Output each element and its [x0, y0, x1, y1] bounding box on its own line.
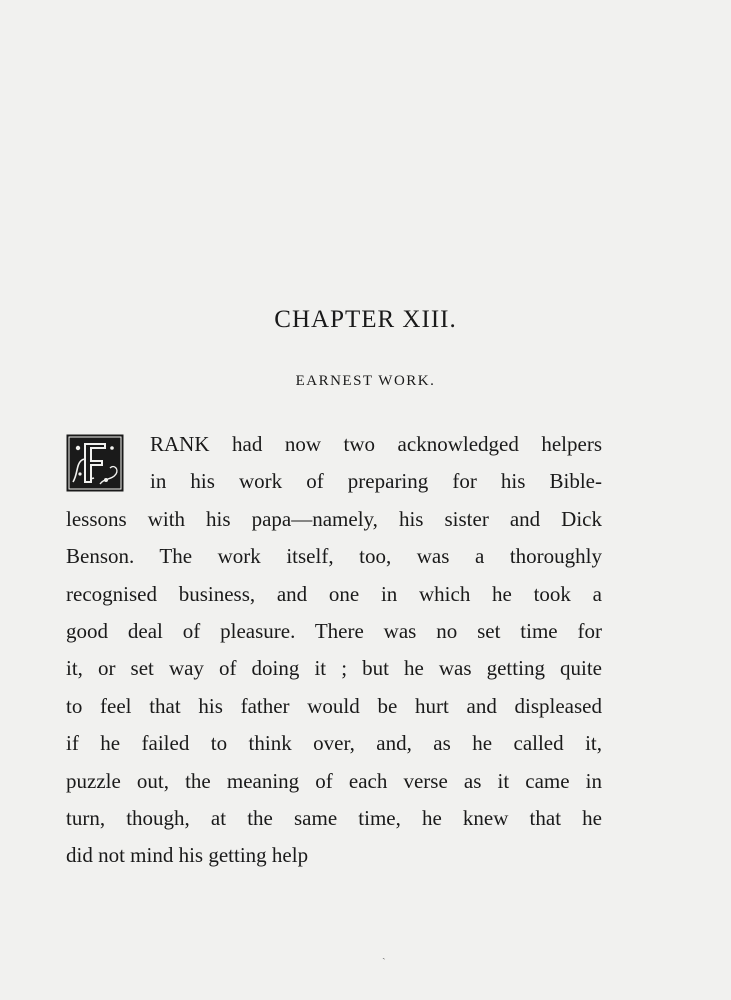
text-line: in his work of preparing for his Bible- [150, 469, 602, 494]
text-line: Benson. The work itself, too, was a thoroughly [66, 544, 602, 569]
text-line: good deal of pleasure. There was no set time for [66, 618, 602, 643]
text-line: recognised business, and one in which he took a [66, 581, 602, 606]
text-line: it, or set way of doing it ; but he was getting quite [66, 656, 602, 681]
svg-text:F: F [66, 434, 67, 435]
text-line: if he failed to think over, and, as he called it, [66, 731, 602, 756]
ornamental-dropcap-icon [66, 434, 124, 492]
text-line: did not mind his getting help [66, 843, 309, 868]
chapter-subtitle: EARNEST WORK. [295, 373, 436, 389]
text-line: puzzle out, the meaning of each verse as it came in [66, 768, 602, 793]
text-line: to feel that his father would be hurt and displeased [66, 693, 602, 718]
chapter-title: CHAPTER XIII. [274, 306, 457, 333]
text-line: lessons with his papa—namely, his sister and Dick [66, 506, 602, 531]
pencil-mark-icon: ˏ [382, 948, 386, 960]
chapter-body [66, 426, 602, 875]
text-line: turn, though, at the same time, he knew that he [66, 805, 602, 830]
show-through-text [75, 110, 635, 150]
text-line: RANK had now two acknowledged helpers [150, 432, 602, 456]
